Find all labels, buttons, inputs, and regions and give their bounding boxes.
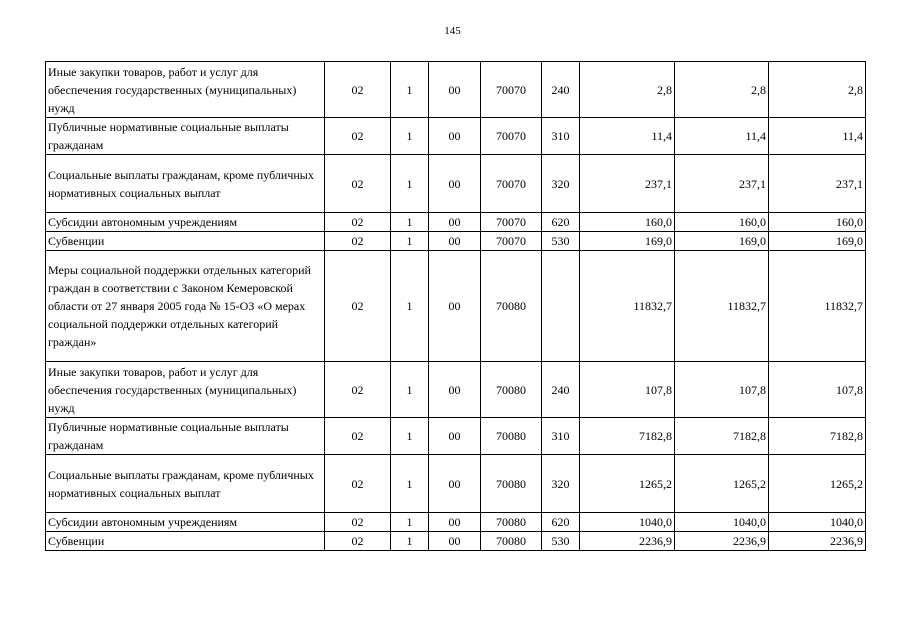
table-row bbox=[46, 418, 866, 455]
cell-value-3: 160,0 bbox=[769, 213, 866, 232]
table-row bbox=[46, 232, 866, 251]
table-row bbox=[46, 155, 866, 213]
cell-target: 70070 bbox=[481, 62, 542, 118]
cell-subsection: 1 bbox=[391, 362, 429, 418]
table-row bbox=[46, 532, 866, 551]
cell-program: 00 bbox=[429, 532, 481, 551]
cell-value-3: 11,4 bbox=[769, 118, 866, 155]
budget-table bbox=[45, 61, 866, 551]
row-name: Социальные выплаты гражданам, кроме публичных нормативных социальных выплат bbox=[46, 155, 325, 213]
row-name: Субсидии автономным учреждениям bbox=[46, 213, 325, 232]
cell-subsection: 1 bbox=[391, 251, 429, 362]
cell-program: 00 bbox=[429, 418, 481, 455]
cell-program: 00 bbox=[429, 118, 481, 155]
cell-expense-type: 310 bbox=[542, 118, 580, 155]
cell-value-1: 11,4 bbox=[580, 118, 675, 155]
cell-value-3: 2236,9 bbox=[769, 532, 866, 551]
cell-target: 70070 bbox=[481, 118, 542, 155]
cell-value-1: 1265,2 bbox=[580, 455, 675, 513]
cell-section: 02 bbox=[325, 213, 391, 232]
cell-value-3: 2,8 bbox=[769, 62, 866, 118]
cell-value-1: 11832,7 bbox=[580, 251, 675, 362]
cell-value-2: 11832,7 bbox=[675, 251, 769, 362]
cell-program: 00 bbox=[429, 232, 481, 251]
cell-value-2: 11,4 bbox=[675, 118, 769, 155]
cell-subsection: 1 bbox=[391, 213, 429, 232]
row-name: Иные закупки товаров, работ и услуг для обеспечения государственных (муниципальных) нужд bbox=[46, 62, 325, 118]
cell-target: 70070 bbox=[481, 232, 542, 251]
cell-value-2: 1265,2 bbox=[675, 455, 769, 513]
cell-value-1: 2,8 bbox=[580, 62, 675, 118]
cell-program: 00 bbox=[429, 213, 481, 232]
table-row bbox=[46, 118, 866, 155]
cell-section: 02 bbox=[325, 232, 391, 251]
cell-target: 70080 bbox=[481, 418, 542, 455]
cell-expense-type: 240 bbox=[542, 362, 580, 418]
cell-expense-type bbox=[542, 251, 580, 362]
table-row bbox=[46, 251, 866, 362]
cell-section: 02 bbox=[325, 118, 391, 155]
cell-target: 70080 bbox=[481, 251, 542, 362]
table-row bbox=[46, 455, 866, 513]
cell-subsection: 1 bbox=[391, 532, 429, 551]
cell-subsection: 1 bbox=[391, 118, 429, 155]
row-name: Субвенции bbox=[46, 232, 325, 251]
table-row bbox=[46, 213, 866, 232]
cell-value-3: 169,0 bbox=[769, 232, 866, 251]
cell-target: 70080 bbox=[481, 532, 542, 551]
cell-subsection: 1 bbox=[391, 513, 429, 532]
cell-value-2: 160,0 bbox=[675, 213, 769, 232]
cell-expense-type: 240 bbox=[542, 62, 580, 118]
cell-value-1: 107,8 bbox=[580, 362, 675, 418]
cell-expense-type: 620 bbox=[542, 513, 580, 532]
row-name: Субсидии автономным учреждениям bbox=[46, 513, 325, 532]
cell-target: 70080 bbox=[481, 455, 542, 513]
cell-target: 70070 bbox=[481, 155, 542, 213]
cell-target: 70080 bbox=[481, 362, 542, 418]
row-name: Публичные нормативные социальные выплаты гражданам bbox=[46, 418, 325, 455]
cell-value-1: 1040,0 bbox=[580, 513, 675, 532]
cell-value-1: 7182,8 bbox=[580, 418, 675, 455]
cell-value-1: 160,0 bbox=[580, 213, 675, 232]
cell-value-2: 237,1 bbox=[675, 155, 769, 213]
cell-section: 02 bbox=[325, 513, 391, 532]
cell-section: 02 bbox=[325, 418, 391, 455]
cell-value-3: 11832,7 bbox=[769, 251, 866, 362]
row-name: Иные закупки товаров, работ и услуг для обеспечения государственных (муниципальных) нужд bbox=[46, 362, 325, 418]
cell-expense-type: 620 bbox=[542, 213, 580, 232]
cell-section: 02 bbox=[325, 251, 391, 362]
row-name: Социальные выплаты гражданам, кроме публичных нормативных социальных выплат bbox=[46, 455, 325, 513]
cell-target: 70080 bbox=[481, 513, 542, 532]
cell-value-3: 7182,8 bbox=[769, 418, 866, 455]
table-body bbox=[46, 62, 866, 551]
cell-program: 00 bbox=[429, 455, 481, 513]
cell-value-3: 1040,0 bbox=[769, 513, 866, 532]
cell-subsection: 1 bbox=[391, 232, 429, 251]
cell-section: 02 bbox=[325, 362, 391, 418]
cell-value-2: 2236,9 bbox=[675, 532, 769, 551]
cell-section: 02 bbox=[325, 532, 391, 551]
cell-value-3: 107,8 bbox=[769, 362, 866, 418]
page-number: 145 bbox=[444, 25, 461, 37]
cell-value-2: 2,8 bbox=[675, 62, 769, 118]
table-row bbox=[46, 362, 866, 418]
cell-value-2: 107,8 bbox=[675, 362, 769, 418]
cell-subsection: 1 bbox=[391, 455, 429, 513]
cell-section: 02 bbox=[325, 155, 391, 213]
cell-program: 00 bbox=[429, 155, 481, 213]
cell-value-2: 169,0 bbox=[675, 232, 769, 251]
cell-subsection: 1 bbox=[391, 418, 429, 455]
cell-value-3: 237,1 bbox=[769, 155, 866, 213]
cell-value-3: 1265,2 bbox=[769, 455, 866, 513]
row-name: Публичные нормативные социальные выплаты гражданам bbox=[46, 118, 325, 155]
cell-value-2: 1040,0 bbox=[675, 513, 769, 532]
cell-expense-type: 320 bbox=[542, 455, 580, 513]
cell-expense-type: 530 bbox=[542, 232, 580, 251]
cell-program: 00 bbox=[429, 251, 481, 362]
cell-expense-type: 320 bbox=[542, 155, 580, 213]
cell-value-1: 2236,9 bbox=[580, 532, 675, 551]
cell-section: 02 bbox=[325, 62, 391, 118]
cell-subsection: 1 bbox=[391, 62, 429, 118]
cell-program: 00 bbox=[429, 62, 481, 118]
cell-program: 00 bbox=[429, 362, 481, 418]
cell-program: 00 bbox=[429, 513, 481, 532]
cell-value-2: 7182,8 bbox=[675, 418, 769, 455]
cell-value-1: 237,1 bbox=[580, 155, 675, 213]
cell-expense-type: 530 bbox=[542, 532, 580, 551]
row-name: Меры социальной поддержки отдельных категорий граждан в соответствии с Законом Кемеровской области от 27 января 2005 года № 15-ОЗ «О мерах социальной поддержки отдельных категорий граждан» bbox=[46, 251, 325, 362]
cell-value-1: 169,0 bbox=[580, 232, 675, 251]
cell-target: 70070 bbox=[481, 213, 542, 232]
cell-section: 02 bbox=[325, 455, 391, 513]
table-row bbox=[46, 62, 866, 118]
row-name: Субвенции bbox=[46, 532, 325, 551]
cell-expense-type: 310 bbox=[542, 418, 580, 455]
cell-subsection: 1 bbox=[391, 155, 429, 213]
table-row bbox=[46, 513, 866, 532]
